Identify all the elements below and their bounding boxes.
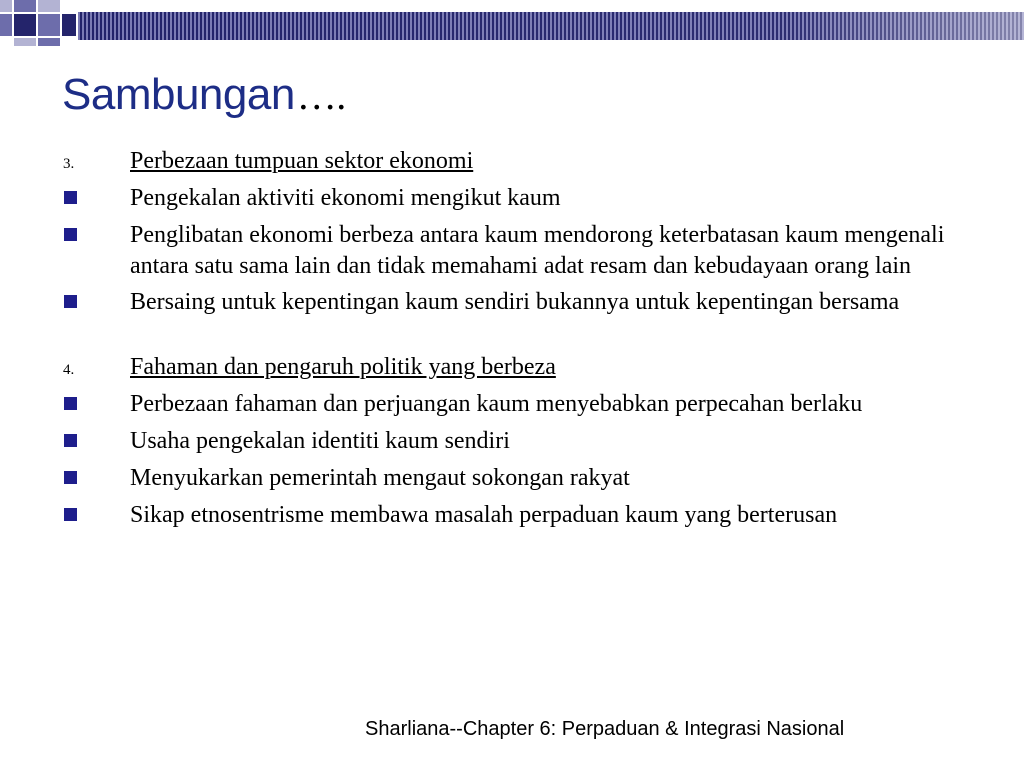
heading-number: 4.: [63, 362, 75, 378]
square-bullet-icon: [64, 191, 77, 204]
section-spacer: [60, 319, 980, 350]
list-item: [60, 218, 980, 282]
title-ellipsis: ….: [296, 73, 346, 118]
bullet-text: Usaha pengekalan identiti kaum sendiri: [130, 428, 510, 454]
header-decoration: [0, 0, 1024, 46]
square-bullet-icon: [64, 508, 77, 521]
decor-square: [14, 14, 36, 36]
title-text: Sambungan: [62, 70, 295, 119]
number-marker: [60, 350, 130, 384]
decor-square: [0, 0, 12, 12]
bullet-text: Bersaing untuk kepentingan kaum sendiri bukannya untuk kepentingan bersama: [130, 289, 900, 315]
decor-square: [62, 14, 76, 36]
heading-number: 3.: [63, 156, 75, 172]
bullet-text: Menyukarkan pemerintah mengaut sokongan rakyat: [130, 465, 630, 491]
bullet-text: Pengekalan aktiviti ekonomi mengikut kaum: [130, 185, 561, 211]
square-bullet-icon: [64, 397, 77, 410]
list-item: [60, 285, 980, 319]
decor-square: [14, 0, 36, 12]
list-item: [60, 387, 980, 421]
list-item: [60, 461, 980, 495]
decor-square: [38, 0, 60, 12]
bullet-text: Penglibatan ekonomi berbeza antara kaum mendorong keterbatasan kaum mengenali antara satu sama lain dan tidak memahami adat resam dan kebudayaan orang lain: [130, 222, 945, 279]
header-stripe-bar: [78, 12, 1024, 40]
bullet-text: Sikap etnosentrisme membawa masalah perpaduan kaum yang berterusan: [130, 502, 838, 528]
heading-text: Perbezaan tumpuan sektor ekonomi: [130, 148, 474, 174]
number-marker: [60, 144, 130, 178]
square-bullet-icon: [64, 228, 77, 241]
decor-square: [0, 14, 12, 36]
square-bullet-icon: [64, 434, 77, 447]
square-bullet-icon: [64, 295, 77, 308]
heading-text: Fahaman dan pengaruh politik yang berbeza: [130, 354, 556, 380]
slide-title: [62, 70, 346, 120]
numbered-heading: [60, 350, 980, 384]
list-item: [60, 181, 980, 215]
decor-square: [38, 14, 60, 36]
decor-square: [38, 38, 60, 46]
square-bullet-icon: [64, 471, 77, 484]
numbered-heading: [60, 144, 980, 178]
list-item: [60, 498, 980, 532]
list-item: [60, 424, 980, 458]
slide-body: [60, 144, 980, 532]
decor-square: [14, 38, 36, 46]
slide-footer: Sharliana--Chapter 6: Perpaduan & Integrasi Nasional: [365, 718, 845, 740]
bullet-text: Perbezaan fahaman dan perjuangan kaum menyebabkan perpecahan berlaku: [130, 391, 863, 417]
